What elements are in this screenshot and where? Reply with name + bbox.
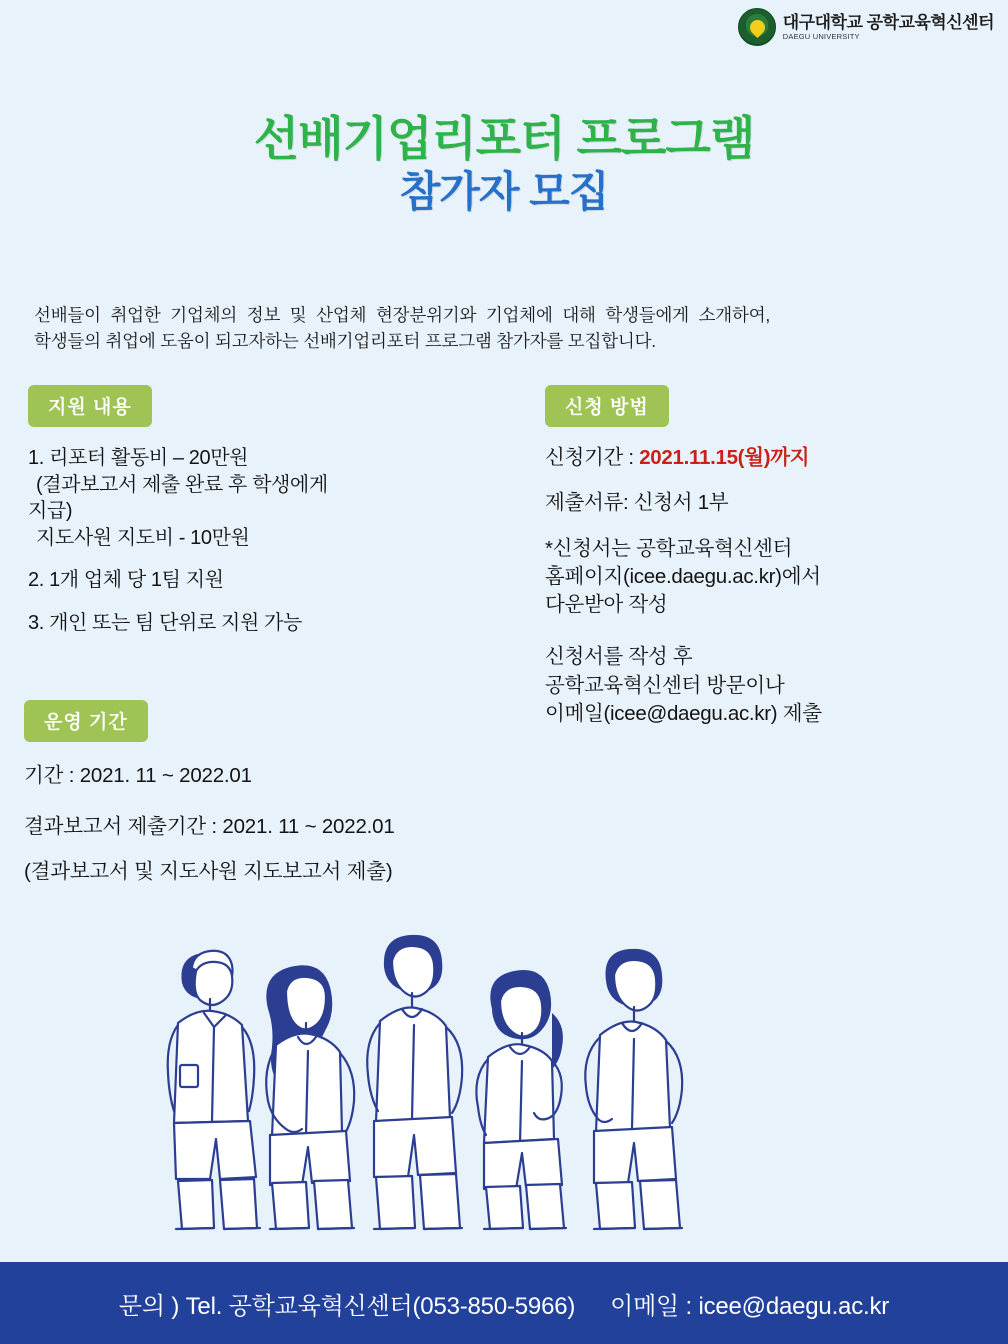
footer-phone-text: 문의 ) Tel. 공학교육혁신센터(053-850-5966) xyxy=(118,1292,576,1320)
apply-submit-line-2: 공학교육혁신센터 방문이나 xyxy=(545,673,785,697)
list-item xyxy=(28,567,508,594)
support-item-2-no: 2. xyxy=(28,569,44,592)
period-section-tag: 운영 기간 xyxy=(24,700,148,742)
page-title xyxy=(0,112,1008,219)
intro-paragraph xyxy=(34,302,984,355)
support-item-1-line-3: 지급) xyxy=(28,500,73,523)
footer-email-text: 이메일 : icee@daegu.ac.kr xyxy=(610,1292,890,1320)
apply-submit-line-3: 이메일(icee@daegu.ac.kr) 제출 xyxy=(545,701,822,725)
brand-logo xyxy=(738,8,994,46)
apply-download-line-2: 홈페이지(icee.daegu.ac.kr)에서 xyxy=(545,564,821,588)
brand-university-name-en: DAEGU UNIVERSITY xyxy=(782,31,860,41)
apply-deadline-label: 신청기간 : xyxy=(545,446,640,469)
support-item-1-line-1: 리포터 활동비 – 20만원 xyxy=(49,447,249,469)
brand-center-name: 공학교육혁신센터 xyxy=(866,12,994,32)
intro-line-2: 학생들의 취업에 도움이 되고자하는 선배기업리포터 프로그램 참가자를 모집합니다. xyxy=(34,331,656,352)
five-students-group-illustration xyxy=(0,905,1008,1255)
intro-line-1: 선배들이 취업한 기업체의 정보 및 산업체 현장분위기와 기업체에 대해 학생들에게 소개하여, xyxy=(34,305,771,325)
list-item xyxy=(28,445,508,551)
support-section xyxy=(28,385,508,653)
apply-documents: 제출서류: 신청서 1부 xyxy=(545,491,729,515)
apply-deadline xyxy=(545,444,985,472)
support-item-1-line-2: (결과보고서 제출 완료 후 학생에게 xyxy=(36,473,328,496)
period-line-2: 결과보고서 제출기간 : 2021. 11 ~ 2022.01 xyxy=(24,815,395,838)
apply-section-tag: 신청 방법 xyxy=(545,385,669,427)
title-line-1: 선배기업리포터 프로그램 xyxy=(253,112,755,165)
period-lines xyxy=(24,758,644,884)
support-item-1-line-4: 지도사원 지도비 - 10만원 xyxy=(36,526,250,549)
footer-text xyxy=(119,1286,889,1321)
daegu-university-emblem-icon xyxy=(738,8,776,46)
brand-text xyxy=(783,14,994,41)
list-item xyxy=(28,610,508,637)
period-line-3: (결과보고서 및 지도사원 지도보고서 제출) xyxy=(24,860,393,883)
support-item-3-no: 3. xyxy=(28,611,44,634)
period-section xyxy=(24,700,644,884)
apply-download-line-1: *신청서는 공학교육혁신센터 xyxy=(545,536,793,560)
support-item-3-line-1: 개인 또는 팀 단위로 지원 가능 xyxy=(49,611,302,634)
brand-university-name: 대구대학교 xyxy=(782,12,863,32)
title-line-2: 참가자 모집 xyxy=(399,168,609,216)
footer-contact-bar xyxy=(0,1262,1008,1344)
apply-submit-line-1: 신청서를 작성 후 xyxy=(545,645,693,669)
apply-download-info xyxy=(545,535,985,620)
support-item-2-line-1: 1개 업체 당 1팀 지원 xyxy=(49,569,224,592)
support-section-tag: 지원 내용 xyxy=(28,385,152,427)
apply-deadline-value: 2021.11.15(월)까지 xyxy=(639,446,810,469)
support-list xyxy=(28,445,508,637)
apply-download-line-3: 다운받아 작성 xyxy=(545,593,668,617)
period-line-1: 기간 : 2021. 11 ~ 2022.01 xyxy=(24,764,252,787)
apply-section xyxy=(545,385,985,728)
support-item-1-no: 1. xyxy=(28,447,44,469)
